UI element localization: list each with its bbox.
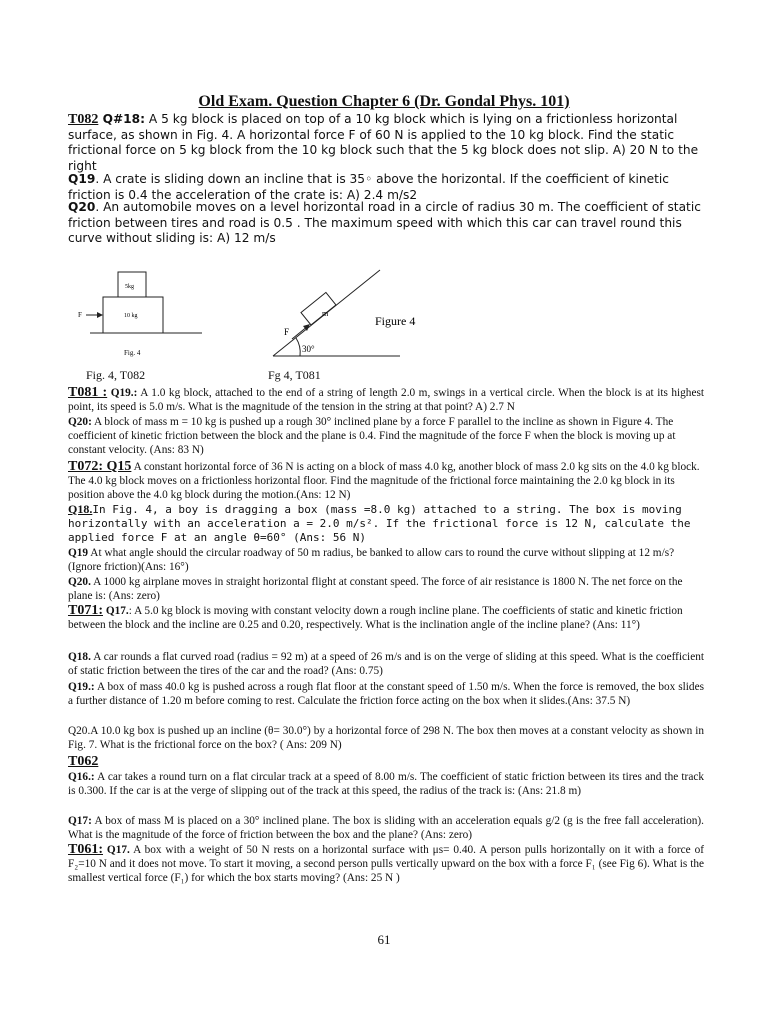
question-number: Q17. <box>103 605 129 617</box>
t072-q15 <box>68 460 704 503</box>
question-text: A box with a weight of 50 N rests on a horizontal surface with μs= 0.40. A person pulls horizontally on it with a force of F₂=10 N and it does not move. To start it moving, a second person pulls vertically upward on the box with a force F₁ (see Fig 6). What is the smallest vertical force (F₁) for which the box starts moving? (Ans: 25 N ) <box>68 844 705 885</box>
caption-left: Fig. 4, T082 <box>86 368 146 382</box>
t062-q16 <box>68 770 704 798</box>
t071-q20 <box>68 724 704 752</box>
question-text: . An automobile moves on a level horizontal road in a circle of radius 30 m. The coefficient of static friction between tires and road is 0.5 . The maximum speed with which this car can travel round this curve without sliding is: A) 12 m/s <box>68 200 701 245</box>
t081-q20 <box>68 415 704 458</box>
mass-label: m <box>322 309 329 318</box>
angle-arc <box>296 338 300 356</box>
force-label: F <box>78 311 82 319</box>
question-text: A 1.0 kg block, attached to the end of a string of length 2.0 m, swings in a vertical circle. When the block is at its highest point, its speed is 5.0 m/s. What is the magnitude of the tension in the string at that point? A) 2.7 N <box>68 387 705 414</box>
question-number: Q18. <box>68 502 93 516</box>
question-number: Q19.: <box>68 681 95 693</box>
exam-code-t081: T081 : <box>68 385 108 400</box>
question-text: A car takes a round turn on a flat circular track at a speed of 8.00 m/s. The coefficient of static friction between its tires and the track is 0.300. If the car is at the verge of slipping out of the track at this speed, the radius of the track is: (Ans: 21.8 m) <box>68 771 704 798</box>
question-number: Q#18: <box>98 112 145 126</box>
question-text: A block of mass m = 10 kg is pushed up a rough 30° inclined plane by a force F parallel to the incline as shown in Figure 4. The coefficient of kinetic friction between the block and the plane is 0.4. Find the magnitude of the force F when the block is moving up at constant velocity. (Ans: 83 N) <box>68 416 676 457</box>
bottom-block-label: 10 kg <box>124 313 138 319</box>
question-text: A box of mass M is placed on a 30° inclined plane. The box is sliding with an acceleration equals g/2 (g is the free fall acceleration). What is the magnitude of the force of friction between the box and the plane? (Ans: zero) <box>68 815 704 842</box>
question-text: In Fig. 4, a boy is dragging a box (mass =8.0 kg) attached to a string. The box is moving horizontally with an acceleration a = 2.0 m/s². If the frictional force is 12 N, calculate the applied force F at an angle θ=60° (Ans: 56 N) <box>68 503 691 545</box>
question-number: Q18. <box>68 651 91 663</box>
question-number: Q19 <box>68 172 96 186</box>
t071-q19 <box>68 680 704 708</box>
t072-q20 <box>68 575 704 603</box>
question-text: A 1000 kg airplane moves in straight horizontal flight at constant speed. The force of air resistance is 1800 N. The net force on the plane is: (Ans: zero) <box>68 576 683 603</box>
question-text: At what angle should the circular roadway of 50 m radius, be banked to allow cars to round the curve without slipping at 12 m/s? (Ignore friction)(Ans: 16°) <box>68 547 675 574</box>
figure-label: Fig. 4 <box>124 349 141 357</box>
question-text: A box of mass 40.0 kg is pushed across a rough flat floor at the constant speed of 1.50 m/s. When the force is removed, the box slides a further distance of 1.20 m before coming to rest. Calculate the friction force acting on the box when it slides.(Ans: 37.5 N) <box>68 681 704 708</box>
incline-block <box>301 292 336 325</box>
question-text: A 5 kg block is placed on top of a 10 kg block which is lying on a frictionless horizontal surface, as shown in Fig. 4. A horizontal force F of 60 N is applied to the 10 kg block. Find the static frictional force on 5 kg block from the 10 kg block such that the 5 kg block does not slip. A) 20 N to the right <box>68 112 699 173</box>
t072-q18 <box>68 502 704 546</box>
t071-q17 <box>68 604 704 632</box>
question-number: Q20. <box>68 576 91 588</box>
page-number: 61 <box>377 932 391 947</box>
figure-label: Figure 4 <box>375 314 416 328</box>
page-title: Old Exam. Question Chapter 6 (Dr. Gondal Phys. 101) <box>198 93 570 110</box>
t081-q19 <box>68 386 704 414</box>
angle-label: 30° <box>302 344 315 354</box>
question-number: Q17: <box>68 815 92 827</box>
question-text: Q20.A 10.0 kg box is pushed up an incline (θ= 30.0°) by a horizontal force of 298 N. The box then moves at a constant velocity as shown in Fig. 7. What is the frictional force on the box? ( Ans: 209 N) <box>68 725 704 752</box>
exam-code-t082: T082 <box>68 112 99 127</box>
question-text: A car rounds a flat curved road (radius = 92 m) at a speed of 26 m/s and is on the verge of sliding at this speed. What is the coefficient of static friction between the tires of the car and the road? (Ans: 0.75) <box>68 651 704 678</box>
top-block-label: 5kg <box>125 284 134 290</box>
question-number: Q19 <box>68 547 89 559</box>
question-text: : A 5.0 kg block is moving with constant velocity down a rough incline plane. The coefficients of static and kinetic friction between the block and the incline are 0.25 and 0.20, respectively. What is the inclination angle of the incline plane? (Ans: 11°) <box>68 605 683 632</box>
t062-heading <box>68 752 704 770</box>
exam-code-t071: T071: <box>68 603 103 618</box>
t072-q19 <box>68 546 704 574</box>
question-number: Q17. <box>103 844 130 856</box>
exam-code-t061: T061: <box>68 842 103 857</box>
t071-q18 <box>68 650 704 678</box>
question-number: Q16.: <box>68 771 95 783</box>
exam-code-t072: T072: Q15 <box>68 459 132 474</box>
question-text: . A crate is sliding down an incline that is 35◦ above the horizontal. If the coefficient of kinetic friction is 0.4 the acceleration of the crate is: A) 2.4 m/s2 <box>68 172 669 202</box>
incline-figure <box>273 270 415 356</box>
caption-right: Fg 4, T081 <box>268 368 321 382</box>
t061-q17 <box>68 843 704 886</box>
force-label: F <box>284 327 290 337</box>
question-number: Q20: <box>68 416 92 428</box>
arrow-head <box>97 312 103 318</box>
exam-code-t062: T062 <box>68 754 99 769</box>
stacked-blocks-figure <box>78 272 202 357</box>
t062-q17 <box>68 814 704 842</box>
question-number: Q20 <box>68 200 96 214</box>
question-number: Q19.: <box>107 387 138 399</box>
question-text: A constant horizontal force of 36 N is acting on a block of mass 4.0 kg, another block of mass 2.0 kg sits on the 4.0 kg block. The 4.0 kg block moves on a frictionless horizontal floor. Find the magnitude of the frictional force maintaining the 2.0 kg block in its position above the 4.0 kg block during the motion.(Ans: 12 N) <box>68 461 700 502</box>
